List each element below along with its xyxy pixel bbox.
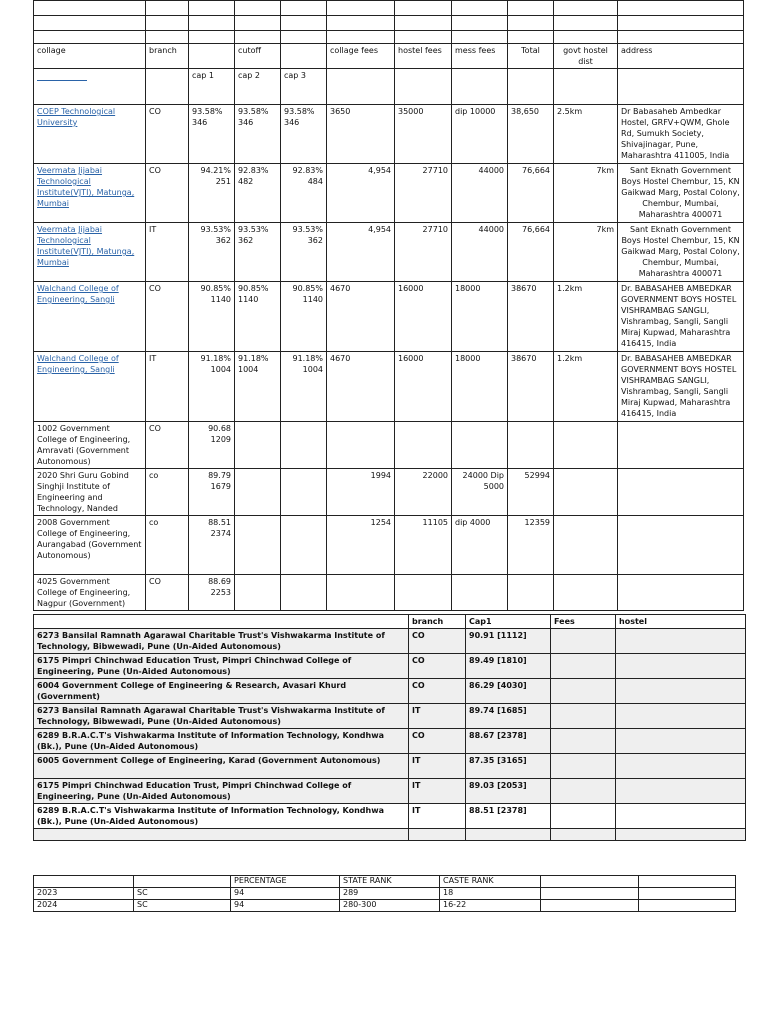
cap2-cell: 91.18% 1004 xyxy=(235,352,281,422)
college-cell: 6175 Pimpri Chinchwad Education Trust, Pimpri Chinchwad College of Engineering, Pune (Un-Aided Autonomous) xyxy=(34,654,409,679)
table-row xyxy=(34,282,744,352)
percentage-cell: 94 xyxy=(231,900,340,912)
table-row xyxy=(34,164,744,223)
address-cell: Dr. BABASAHEB AMBEDKAR GOVERNMENT BOYS HOSTEL VISHRAMBAG SANGLI, Vishrambag, Sangli, Sangli Miraj Kupwad, Maharashtra 416415, India xyxy=(618,282,744,352)
dist-cell: 7km xyxy=(554,223,618,282)
college-link[interactable]: Veermata Jijabai Technological Institute(VJTI), Matunga, Mumbai xyxy=(37,166,135,208)
mess-fees-cell: 18000 xyxy=(452,352,508,422)
college-link[interactable]: Walchand College of Engineering, Sangli xyxy=(37,354,119,374)
cap1-cell: 93.53% 362 xyxy=(189,223,235,282)
cap1-cell: 88.69 2253 xyxy=(189,575,235,611)
total-cell: 38670 xyxy=(508,352,554,422)
table-row xyxy=(34,888,736,900)
college-cell: 6289 B.R.A.C.T's Vishwakarma Institute of Information Technology, Kondhwa (Bk.), Pune (Un-Aided Autonomous) xyxy=(34,804,409,829)
dist-cell: 2.5km xyxy=(554,105,618,164)
branch-cell: CO xyxy=(409,629,466,654)
header-cap1: Cap1 xyxy=(466,615,551,629)
cap2-cell: 93.53% 362 xyxy=(235,223,281,282)
dist-cell: 1.2km xyxy=(554,282,618,352)
percentage-cell: 94 xyxy=(231,888,340,900)
mess-fees-cell: dip 4000 xyxy=(452,516,508,575)
college-cutoff-table xyxy=(33,0,744,611)
header-branch: branch xyxy=(146,44,189,69)
collage-fees-cell: 1254 xyxy=(327,516,395,575)
caste-rank-cell: 16-22 xyxy=(440,900,541,912)
branch-cell: IT xyxy=(409,754,466,779)
header-mess-fees: mess fees xyxy=(452,44,508,69)
header-branch: branch xyxy=(409,615,466,629)
college-cell: 6273 Bansilal Ramnath Agarawal Charitable Trust's Vishwakarma Institute of Technology, Bibwewadi, Pune (Un-Aided Autonomous) xyxy=(34,704,409,729)
branch-cell: co xyxy=(146,469,189,516)
header-collage: collage xyxy=(34,44,146,69)
table-row xyxy=(34,352,744,422)
branch-cell: IT xyxy=(146,223,189,282)
table-row xyxy=(34,654,746,679)
cap2-cell: 92.83% 482 xyxy=(235,164,281,223)
total-cell: 12359 xyxy=(508,516,554,575)
cap2-cell: 90.85% 1140 xyxy=(235,282,281,352)
cap1-cell: 86.29 [4030] xyxy=(466,679,551,704)
hostel-fees-cell: 11105 xyxy=(395,516,452,575)
cap1-cell: 88.67 [2378] xyxy=(466,729,551,754)
total-cell: 76,664 xyxy=(508,223,554,282)
college-cell: 6175 Pimpri Chinchwad Education Trust, Pimpri Chinchwad College of Engineering, Pune (Un-Aided Autonomous) xyxy=(34,779,409,804)
subheader-row xyxy=(34,69,744,105)
table-row xyxy=(34,900,736,912)
header-cutoff: cutoff xyxy=(235,44,281,69)
total-cell: 38,650 xyxy=(508,105,554,164)
header-cap2: cap 2 xyxy=(235,69,281,105)
cap1-cell: 90.91 [1112] xyxy=(466,629,551,654)
header-hostel: hostel xyxy=(616,615,746,629)
total-cell: 52994 xyxy=(508,469,554,516)
college-cell: 2008 Government College of Engineering, Aurangabad (Government Autonomous) xyxy=(34,516,146,575)
header-govt-hostel-dist: govt hostel dist xyxy=(554,44,618,69)
branch-cell: CO xyxy=(146,422,189,469)
table-row xyxy=(34,679,746,704)
college-cell: 6273 Bansilal Ramnath Agarawal Charitable Trust's Vishwakarma Institute of Technology, Bibwewadi, Pune (Un-Aided Autonomous) xyxy=(34,629,409,654)
college-link[interactable]: COEP Technological University xyxy=(37,107,116,127)
table-row xyxy=(34,629,746,654)
cap1-cell: 90.68 1209 xyxy=(189,422,235,469)
category-cell: SC xyxy=(134,888,231,900)
branch-cell: IT xyxy=(146,352,189,422)
empty-row xyxy=(34,829,746,841)
empty-row xyxy=(34,31,744,44)
branch-cell: IT xyxy=(409,704,466,729)
dist-cell: 1.2km xyxy=(554,352,618,422)
empty-row xyxy=(34,16,744,31)
address-cell: Dr. BABASAHEB AMBEDKAR GOVERNMENT BOYS HOSTEL VISHRAMBAG SANGLI, Vishrambag, Sangli, Sangli Miraj Kupwad, Maharashtra 416415, India xyxy=(618,352,744,422)
table-row xyxy=(34,223,744,282)
link-placeholder[interactable] xyxy=(37,70,87,81)
table-row xyxy=(34,469,744,516)
year-cell: 2024 xyxy=(34,900,134,912)
collage-fees-cell: 1994 xyxy=(327,469,395,516)
header-state-rank: STATE RANK xyxy=(340,876,440,888)
cap2-cell: 93.58% 346 xyxy=(235,105,281,164)
table-row xyxy=(34,804,746,829)
mess-fees-cell: 18000 xyxy=(452,282,508,352)
hostel-fees-cell: 27710 xyxy=(395,164,452,223)
table-row xyxy=(34,779,746,804)
header-hostel-fees: hostel fees xyxy=(395,44,452,69)
college-cell: 2020 Shri Guru Gobind Singhji Institute of Engineering and Technology, Nanded xyxy=(34,469,146,516)
mess-fees-cell: dip 10000 xyxy=(452,105,508,164)
cap1-cell: 89.03 [2053] xyxy=(466,779,551,804)
table-row xyxy=(34,105,744,164)
table-row xyxy=(34,729,746,754)
hostel-fees-cell: 22000 xyxy=(395,469,452,516)
table-row xyxy=(34,575,744,611)
cap1-cell: 89.49 [1810] xyxy=(466,654,551,679)
college-cell: 4025 Government College of Engineering, Nagpur (Government) xyxy=(34,575,146,611)
category-cell: SC xyxy=(134,900,231,912)
address-cell: Dr Babasaheb Ambedkar Hostel, GRFV+QWM, Ghole Rd, Sumukh Society, Shivajinagar, Pune, Maharashtra 411005, India xyxy=(618,105,744,164)
college-cell: 1002 Government College of Engineering, Amravati (Government Autonomous) xyxy=(34,422,146,469)
collage-fees-cell: 4670 xyxy=(327,282,395,352)
mess-fees-cell: 44000 xyxy=(452,164,508,223)
branch-cell: CO xyxy=(146,105,189,164)
other-colleges-table xyxy=(33,614,746,841)
header-cap1: cap 1 xyxy=(189,69,235,105)
cap1-cell: 87.35 [3165] xyxy=(466,754,551,779)
header-caste-rank: CASTE RANK xyxy=(440,876,541,888)
header-address: address xyxy=(618,44,744,69)
header-percentage: PERCENTAGE xyxy=(231,876,340,888)
cap3-cell: 92.83% 484 xyxy=(281,164,327,223)
state-rank-cell: 280-300 xyxy=(340,900,440,912)
rank-summary-table xyxy=(33,875,736,912)
branch-cell: IT xyxy=(409,804,466,829)
branch-cell: IT xyxy=(409,779,466,804)
caste-rank-cell: 18 xyxy=(440,888,541,900)
collage-fees-cell: 4,954 xyxy=(327,164,395,223)
cap3-cell: 91.18% 1004 xyxy=(281,352,327,422)
hostel-fees-cell: 27710 xyxy=(395,223,452,282)
branch-cell: CO xyxy=(409,654,466,679)
mess-fees-cell: 44000 xyxy=(452,223,508,282)
college-cell: 6289 B.R.A.C.T's Vishwakarma Institute of Information Technology, Kondhwa (Bk.), Pune (Un-Aided Autonomous) xyxy=(34,729,409,754)
cap1-cell: 93.58% 346 xyxy=(189,105,235,164)
header-collage-fees: collage fees xyxy=(327,44,395,69)
collage-fees-cell: 4670 xyxy=(327,352,395,422)
total-cell: 38670 xyxy=(508,282,554,352)
college-link[interactable]: Veermata Jijabai Technological Institute(VJTI), Matunga, Mumbai xyxy=(37,225,135,267)
state-rank-cell: 289 xyxy=(340,888,440,900)
cap3-cell: 93.53% 362 xyxy=(281,223,327,282)
cap1-cell: 88.51 2374 xyxy=(189,516,235,575)
hostel-fees-cell: 16000 xyxy=(395,352,452,422)
branch-cell: CO xyxy=(409,679,466,704)
year-cell: 2023 xyxy=(34,888,134,900)
cap1-cell: 88.51 [2378] xyxy=(466,804,551,829)
address-cell: Sant Eknath Government Boys Hostel Chembur, 15, KN Gaikwad Marg, Postal Colony, Chembur, Mumbai, Maharashtra 400071 xyxy=(618,164,744,223)
branch-cell: CO xyxy=(409,729,466,754)
address-cell: Sant Eknath Government Boys Hostel Chembur, 15, KN Gaikwad Marg, Postal Colony, Chembur, Mumbai, Maharashtra 400071 xyxy=(618,223,744,282)
header-cap3: cap 3 xyxy=(281,69,327,105)
cap1-cell: 89.79 1679 xyxy=(189,469,235,516)
cap1-cell: 89.74 [1685] xyxy=(466,704,551,729)
total-cell: 76,664 xyxy=(508,164,554,223)
cap1-cell: 91.18% 1004 xyxy=(189,352,235,422)
table-row xyxy=(34,516,744,575)
cap3-cell: 93.58% 346 xyxy=(281,105,327,164)
header-total: Total xyxy=(508,44,554,69)
branch-cell: CO xyxy=(146,575,189,611)
table-row xyxy=(34,704,746,729)
branch-cell: CO xyxy=(146,282,189,352)
empty-row xyxy=(34,1,744,16)
mess-fees-cell: 24000 Dip 5000 xyxy=(452,469,508,516)
header-row xyxy=(34,615,746,629)
hostel-fees-cell: 16000 xyxy=(395,282,452,352)
cap1-cell: 90.85% 1140 xyxy=(189,282,235,352)
header-fees: Fees xyxy=(551,615,616,629)
header-row xyxy=(34,44,744,69)
college-link[interactable]: Walchand College of Engineering, Sangli xyxy=(37,284,119,304)
header-row xyxy=(34,876,736,888)
college-cell: 6005 Government College of Engineering, Karad (Government Autonomous) xyxy=(34,754,409,779)
branch-cell: co xyxy=(146,516,189,575)
table-row xyxy=(34,422,744,469)
branch-cell: CO xyxy=(146,164,189,223)
hostel-fees-cell: 35000 xyxy=(395,105,452,164)
college-cell: 6004 Government College of Engineering & Research, Avasari Khurd (Government) xyxy=(34,679,409,704)
collage-fees-cell: 3650 xyxy=(327,105,395,164)
cap1-cell: 94.21% 251 xyxy=(189,164,235,223)
dist-cell: 7km xyxy=(554,164,618,223)
cap3-cell: 90.85% 1140 xyxy=(281,282,327,352)
collage-fees-cell: 4,954 xyxy=(327,223,395,282)
table-row xyxy=(34,754,746,779)
